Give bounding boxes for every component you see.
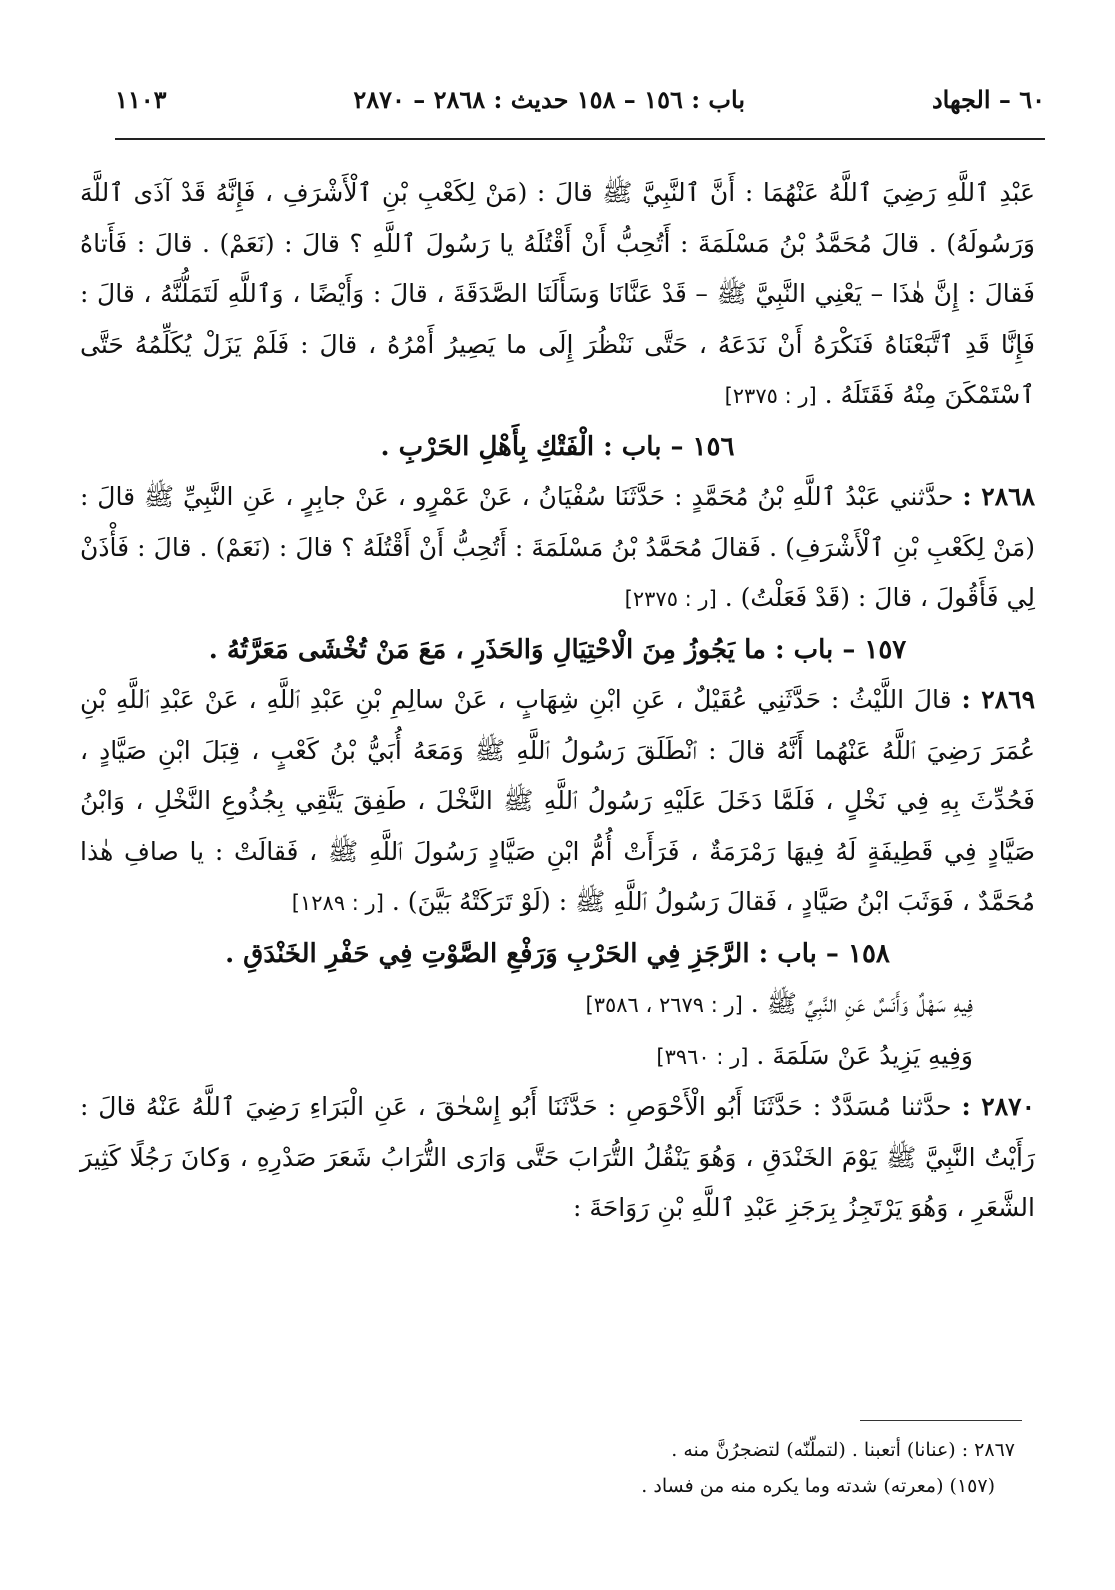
cross-reference: [ر : ١٢٨٩] (291, 891, 384, 915)
note-text: وَفِيهِ يَزِيدُ عَنْ سَلَمَةَ . (756, 1040, 973, 1070)
hadith-text: قالَ اللَّيْثُ : حَدَّثَنِي عُقَيْلٌ ، عَنِ ابْنِ شِهَابٍ ، عَنْ سالِمِ بْنِ عَبْدِ ٱللَّهِ ، عَنْ عَبْدِ ٱللَّهِ بْنِ عُمَرَ رَضِيَ ٱللَّهُ عَنْهُما أَنَّهُ قالَ : ٱنْطَلَقَ رَسُولُ ٱللَّهِ ﷺ وَمَعَهُ أُبَيُّ بْنُ كَعْبٍ ، قِبَلَ ابْنِ صَيَّادٍ ، فَحُدِّثَ بِهِ فِي نَخْلٍ ، فَلَمَّا دَخَلَ عَلَيْهِ رَسُولُ ٱللَّهِ ﷺ النَّخْلَ ، طَفِقَ يَتَّقِي بِجُذُوعِ النَّخْلِ ، وَابْنُ صَيَّادٍ فِي قَطِيفَةٍ لَهُ فِيهَا رَمْرَمَةٌ ، فَرَأَتْ أُمُّ ابْنِ صَيَّادٍ رَسُولَ ٱللَّهِ ﷺ ، فَقالَتْ : يا صافِ هٰذا مُحَمَّدٌ ، فَوَثَبَ ابْنُ صَيَّادٍ ، فَقالَ رَسُولُ ٱللَّهِ ﷺ : (لَوْ تَرَكَتْهُ بَيَّنَ) . (80, 685, 1035, 916)
chapter-heading-158: ١٥٨ – باب : الرَّجَزِ فِي الحَرْبِ وَرَفْعِ الصَّوْتِ فِي حَفْرِ الخَنْدَقِ . (225, 938, 890, 969)
cross-reference: [ر : ٢٣٧٥] (724, 384, 817, 408)
cross-reference: [ر : ٣٩٦٠] (656, 1044, 749, 1069)
hadith-text: حدَّثنا مُسَدَّدٌ : حَدَّثَنَا أَبُو الْأَحْوَصِ : حَدَّثَنَا أَبُو إِسْحٰقَ ، عَنِ الْبَرَاءِ رَضِيَ ٱللَّهُ عَنْهُ قالَ : رَأَيْتُ النَّبِيَّ ﷺ يَوْمَ الخَنْدَقِ ، وَهُوَ يَنْقُلُ التُّرَابَ حَتَّى وَارَى التُّرَابُ شَعَرَ صَدْرِهِ ، وَكانَ رَجُلًا كَثِيرَ الشَّعَرِ ، وَهُوَ يَرْتَجِزُ بِرَجَزِ عَبْدِ ٱللَّهِ بْنِ رَوَاحَةَ : (80, 1092, 1035, 1222)
header-rule (115, 138, 1045, 140)
hadith-2870 (80, 1082, 1035, 1234)
chapter-note-yazid (80, 1031, 1035, 1083)
chapter-note-sahl (80, 979, 1035, 1031)
hadith-text: عَبْدِ ٱللَّهِ رَضِيَ ٱللَّهُ عَنْهُمَا : أَنَّ ٱلنَّبِيَّ ﷺ قالَ : (مَنْ لِكَعْبِ بْنِ ٱلْأَشْرَفِ ، فَإِنَّهُ قَدْ آذَى ٱللَّهَ وَرَسُولَهُ) . قالَ مُحَمَّدُ بْنُ مَسْلَمَةَ : أَتُحِبُّ أَنْ أَقْتُلَهُ يا رَسُولَ ٱللَّهِ ؟ قالَ : (نَعَمْ) . قالَ : فَأَتاهُ فَقالَ : إِنَّ هٰذَا – يَعْنِي النَّبِيَّ ﷺ – قَدْ عَنَّانَا وَسَأَلَنَا الصَّدَقَةَ ، قالَ : وَأَيْضًا ، وَٱللَّهِ لَتَمَلُّنَّهُ ، قالَ : فَإِنَّا قَدِ ٱتَّبَعْنَاهُ فَنَكْرَهُ أَنْ نَدَعَهُ ، حَتَّى نَنْظُرَ إِلَى ما يَصِيرُ أَمْرُهُ ، قالَ : فَلَمْ يَزَلْ يُكَلِّمُهُ حَتَّى ٱسْتَمْكَنَ مِنْهُ فَقَتَلَهُ . (80, 178, 1035, 409)
hadith-number: ٢٨٧٠ : (961, 1092, 1036, 1121)
chapter-title: ٦٠ – الجهاد (931, 85, 1045, 114)
footnote-2867: ٢٨٦٧ : (عنانا) أتعبنا . (لتملّنّه) لتضجرُنَّ منه . (671, 1439, 1015, 1461)
running-header (115, 82, 1045, 118)
chapter-heading-157: ١٥٧ – باب : ما يَجُوزُ مِنَ الْاحْتِيَالِ وَالحَذَرِ ، مَعَ مَنْ تُخْشَى مَعَرَّتُهُ . (208, 634, 907, 665)
hadith-2868 (80, 472, 1035, 625)
cross-reference: [ر : ٢٣٧٥] (624, 587, 717, 611)
footnote-157: (١٥٧) (معرته) شدته وما يكره منه من فساد . (641, 1475, 995, 1497)
hadith-number: ٢٨٦٨ : (962, 482, 1035, 511)
footnote-rule (860, 1420, 1022, 1421)
main-text (80, 168, 1035, 1234)
hadith-number: ٢٨٦٩ : (961, 685, 1036, 714)
footnotes (115, 1432, 1015, 1504)
hadith-text: حدَّثني عَبْدُ ٱللَّهِ بْنُ مُحَمَّدٍ : حَدَّثَنَا سُفْيَانُ ، عَنْ عَمْرٍو ، عَنْ جابِرٍ ، عَنِ النَّبِيِّ ﷺ قالَ : (مَنْ لِكَعْبِ بْنِ ٱلْأَشْرَفِ) . فَقالَ مُحَمَّدُ بْنُ مَسْلَمَةَ : أَتُحِبُّ أَنْ أَقْتُلَهُ ؟ قالَ : (نَعَمْ) . قالَ : فَأْذَنْ لِي فَأَقُولَ ، قالَ : (قَدْ فَعَلْتُ) . (80, 482, 1035, 612)
chapter-heading-156: ١٥٦ – باب : الْفَتْكِ بِأَهْلِ الحَرْبِ . (380, 431, 735, 462)
hadith-2867-continuation (80, 168, 1035, 422)
cross-reference: [ر : ٢٦٧٩ ، ٣٥٨٦] (585, 993, 743, 1017)
chapter-range: باب : ١٥٦ – ١٥٨ حديث : ٢٨٦٨ – ٢٨٧٠ (353, 85, 745, 114)
page-number: ١١٠٣ (115, 85, 167, 114)
note-text: فِيهِ سَهْلٌ وَأَنَسٌ عَنِ النَّبِيِّ ﷺ . (750, 989, 973, 1018)
hadith-2869 (80, 675, 1035, 929)
